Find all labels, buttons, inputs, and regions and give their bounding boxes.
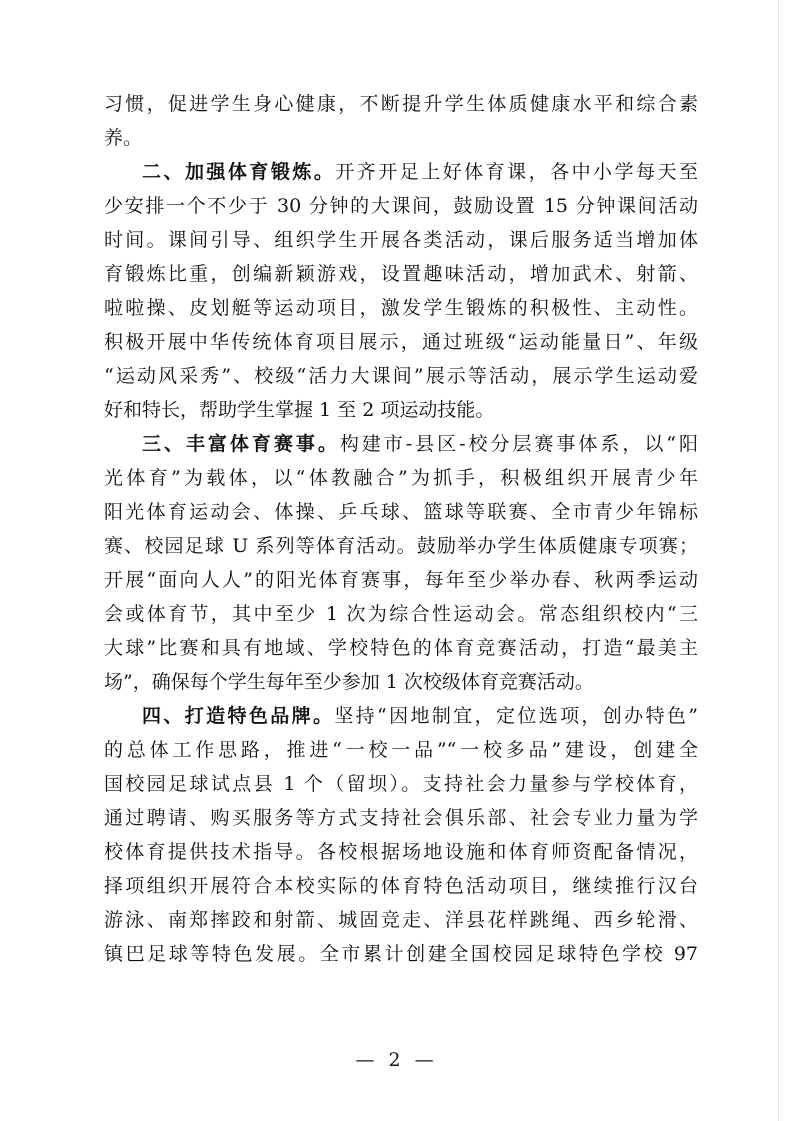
text-run: 开齐开足上好体育课，各中小学每天至 [335, 161, 698, 183]
section-heading-exercise: 二、加强体育锻炼。 [142, 161, 336, 183]
section-first-line [104, 699, 698, 733]
body-text [104, 87, 698, 971]
text-line: 阳光体育运动会、体操、乒乓球、篮球等联赛、全市青少年锦标 [104, 501, 698, 523]
text-line: 镇巴足球等特色发展。全市累计创建全国校园足球特色学校 97 [104, 943, 698, 965]
text-line: 游泳、南郑摔跤和射箭、城固竞走、洋县花样跳绳、西乡轮滑、 [104, 909, 698, 931]
text-line: 国校园足球试点县 1 个（留坝）。支持社会力量参与学校体育， [104, 773, 698, 795]
text-line: 大球”比赛和具有地域、学校特色的体育竞赛活动，打造“最美主 [104, 637, 698, 659]
text-line: “运动风采秀”、校级“活力大课间”展示等活动，展示学生运动爱 [104, 365, 698, 387]
text-run: 构建市-县区-校分层赛事体系，以“阳 [339, 433, 698, 455]
text-line: 的总体工作思路，推进“一校一品”“一校多品”建设，创建全 [104, 739, 698, 761]
section-heading-competitions: 三、丰富体育赛事。 [142, 433, 340, 455]
text-line: 赛、校园足球 U 系列等体育活动。鼓励举办学生体质健康专项赛； [104, 535, 698, 557]
text-line: 会或体育节，其中至少 1 次为综合性运动会。常态组织校内“三 [104, 603, 698, 625]
text-line: 养。 [104, 127, 143, 149]
text-line: 好和特长，帮助学生掌握 1 至 2 项运动技能。 [104, 399, 495, 421]
text-line: 通过聘请、购买服务等方式支持社会俱乐部、社会专业力量为学 [104, 807, 698, 829]
section-first-line [104, 427, 698, 461]
text-line: 少安排一个不少于 30 分钟的大课间，鼓励设置 15 分钟课间活动 [104, 195, 698, 217]
text-line: 时间。课间引导、组织学生开展各类活动，课后服务适当增加体 [104, 229, 698, 251]
text-line: 场”，确保每个学生每年至少参加 1 次校级体育竞赛活动。 [104, 671, 594, 693]
text-line: 积极开展中华传统体育项目展示，通过班级“运动能量日”、年级 [104, 331, 698, 353]
text-line: 择项组织开展符合本校实际的体育特色活动项目，继续推行汉台 [104, 875, 698, 897]
text-run: 坚持“因地制宜，定位选项，创办特色” [334, 705, 698, 727]
scan-edge-divider [778, 0, 779, 1121]
section-first-line [104, 155, 698, 189]
text-line: 校体育提供技术指导。各校根据场地设施和体育师资配备情况， [104, 841, 698, 863]
text-line: 育锻炼比重，创编新颖游戏，设置趣味活动，增加武术、射箭、 [104, 263, 698, 285]
section-heading-brand: 四、打造特色品牌。 [142, 705, 335, 727]
text-line: 光体育”为载体，以“体教融合”为抓手，积极组织开展青少年 [104, 467, 698, 489]
text-line: 习惯，促进学生身心健康，不断提升学生体质健康水平和综合素 [104, 93, 698, 115]
page-number: — 2 — [355, 1049, 438, 1071]
text-line: 啦啦操、皮划艇等运动项目，激发学生锻炼的积极性、主动性。 [104, 297, 698, 319]
text-line: 开展“面向人人”的阳光体育赛事，每年至少举办春、秋两季运动 [104, 569, 698, 591]
